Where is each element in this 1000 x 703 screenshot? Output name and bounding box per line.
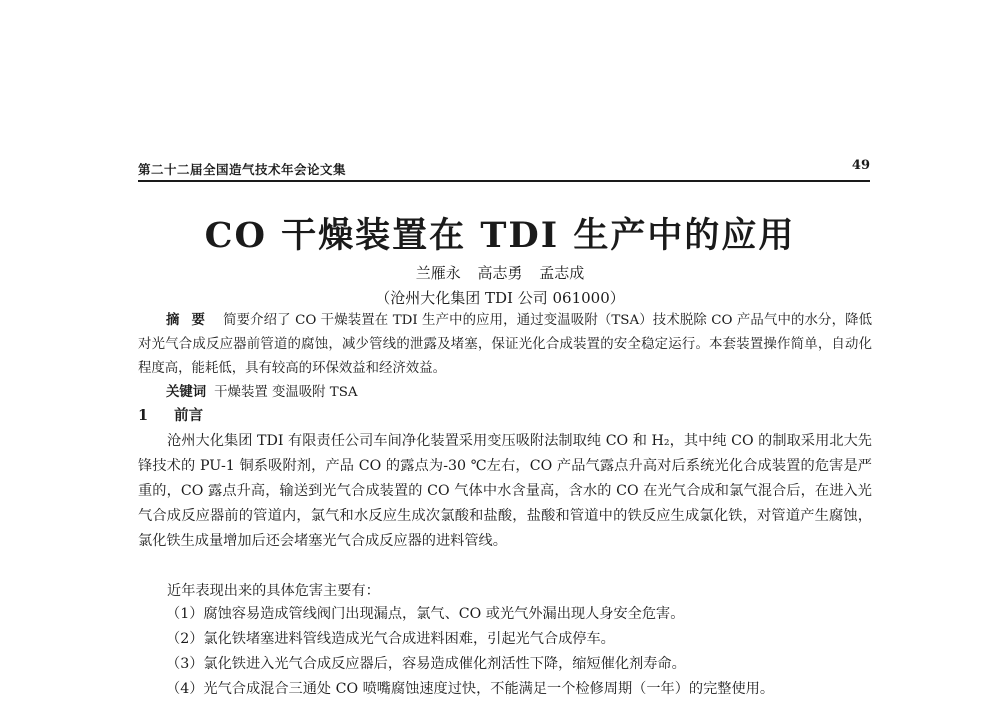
article-affiliation: （沧州大化集团 TDI 公司 061000） — [375, 289, 625, 307]
keywords-label: 关键词 — [166, 384, 207, 400]
abstract-text: 简要介绍了 CO 干燥装置在 TDI 生产中的应用，通过变温吸附（TSA）技术脱除 CO 产品气中的水分，降低对光气合成反应器前管道的腐蚀，减少管线的泄露及堵塞，保证光化合成装置的安全稳定运行。本套装置操作简单，自动化程度高，能耗低，具有较高的环保效益和经济效益。 — [138, 313, 873, 376]
abstract — [138, 308, 872, 381]
list-item: （4）光气合成混合三通处 CO 喷嘴腐蚀速度过快，不能满足一个检修周期（一年）的完整使用。 — [166, 681, 775, 697]
keywords — [138, 380, 872, 405]
section-number: 1 — [138, 407, 149, 424]
section-heading — [138, 403, 872, 428]
intro-paragraph — [138, 429, 872, 554]
page-number: 49 — [851, 158, 870, 173]
list-item: （1）腐蚀容易造成管线阀门出现漏点，氯气、CO 或光气外漏出现人身安全危害。 — [166, 606, 685, 622]
running-header — [138, 158, 870, 182]
section-title: 前言 — [174, 407, 204, 424]
list-intro — [138, 579, 872, 604]
keywords-text: 干燥装置 变温吸附 TSA — [214, 385, 358, 400]
article-title: CO 干燥装置在 TDI 生产中的应用 — [204, 215, 796, 256]
journal-title: 第二十二届全国造气技术年会论文集 — [138, 162, 347, 177]
list-intro-text: 近年表现出来的具体危害主要有： — [167, 583, 380, 599]
article-authors: 兰雁永 高志勇 孟志成 — [415, 264, 585, 282]
abstract-label: 摘要 — [166, 312, 218, 328]
list-item: （2）氯化铁堵塞进料管线造成光气合成进料困难，引起光气合成停车。 — [166, 631, 615, 647]
list-item: （3）氯化铁进入光气合成反应器后，容易造成催化剂活性下降，缩短催化剂寿命。 — [166, 656, 686, 672]
intro-text: 沧州大化集团 TDI 有限责任公司车间净化装置采用变压吸附法制取纯 CO 和 H₂，其中纯 CO 的制取采用北大先锋技术的 PU-1 铜系吸附剂，产品 CO 的露点为-30 ℃左右，CO 产品气露点升高对后系统光化合成装置的危害是严重的，CO 露点升高，输送到光气合成装置的 CO 气体中水含量高，含水的 CO 在光气合成和氯气混合后，在进入光气合成反应器前的管道内，氯气和水反应生成次氯酸和盐酸，盐酸和管道中的铁反应生成氯化铁，对管道产生腐蚀，氯化铁生成量增加后还会堵塞光气合成反应器的进料管线。 — [138, 433, 872, 549]
